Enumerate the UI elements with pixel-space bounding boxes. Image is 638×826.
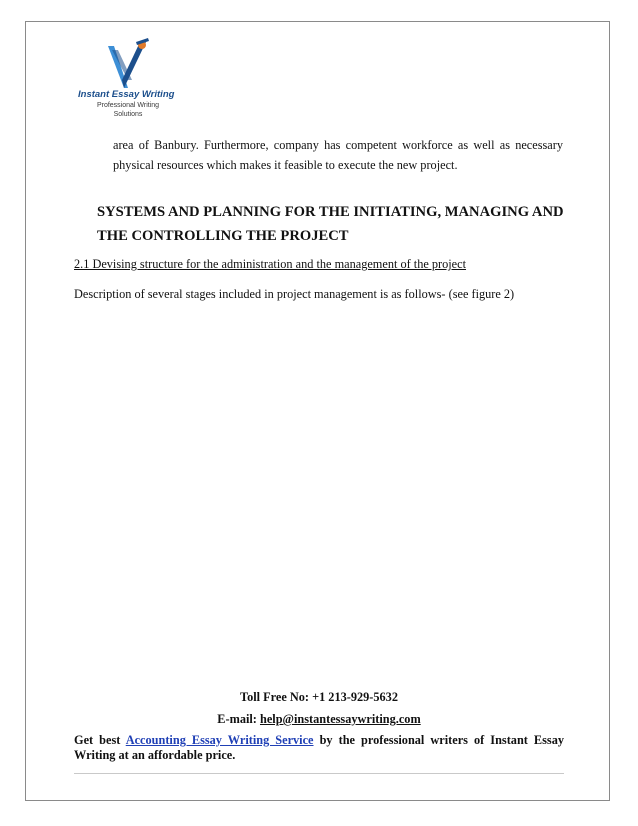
subsection-heading xyxy=(74,257,466,272)
logo-tagline-2: Solutions xyxy=(113,111,143,118)
service-link[interactable]: Accounting Essay Writing Service xyxy=(125,733,314,747)
promo-suffix: by the professional writers of Instant Essay Writing at an affordable price. xyxy=(74,733,564,762)
logo-figure-icon xyxy=(102,36,154,92)
email-label: E-mail: xyxy=(217,712,260,726)
section-heading: SYSTEMS AND PLANNING FOR THE INITIATING, MANAGING AND THE CONTROLLING THE PROJECT xyxy=(97,204,564,244)
email-address[interactable]: help@instantessaywriting.com xyxy=(259,712,421,726)
description-text: Description of several stages included in project management is as follows- (see figure 2) xyxy=(74,287,515,301)
footer-divider xyxy=(74,773,564,774)
email-line xyxy=(74,712,564,727)
promo-prefix: Get best xyxy=(74,733,126,747)
logo-tagline: Professional Writing xyxy=(96,102,160,109)
logo-name: Instant Essay Writing xyxy=(78,89,175,100)
promo-text xyxy=(74,733,564,763)
toll-free-number: Toll Free No: +1 213-929-5632 xyxy=(240,690,398,704)
subsection-heading-text: 2.1 Devising structure for the administration and the management of the project xyxy=(74,257,467,271)
body-paragraph: area of Banbury. Furthermore, company has competent workforce as well as necessary physical resources which makes it feasible to execute the new project. xyxy=(113,138,563,172)
company-logo xyxy=(78,36,178,124)
